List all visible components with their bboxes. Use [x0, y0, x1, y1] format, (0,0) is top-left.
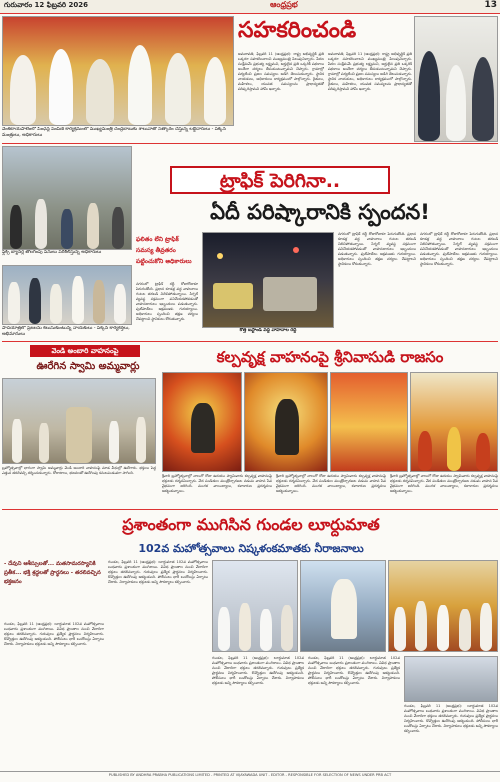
imprint-footer: PUBLISHED BY ANDHRA PRABHA PUBLICATIONS LIMITED - PRINTED AT VIJAYAWADA UNIT - EDITOR - RESPONSIBLE FOR SELECTION OF NEWS UNDER PRB ACT — [0, 771, 500, 782]
kalpa-body-2: శ్రీవారి బ్రహ్మోత్సవాల్లో నాలుగో రోజు ఉదయం స్వామివారు కల్పవృక్ష వాహనంపై భక్తులకు దర్శనమిచ్చారు. వేద పండితుల మంత్రోచ్చారణల నడుమ వాహన సేవ వైభవంగా జరిగింది. మంగళ వాయిద్యాలు, కళాకారుల ప్రదర్శనలు ఆకట్టుకున్నాయి. — [276, 474, 386, 493]
silver-tag: వెండి అంబారి వాహనంపై — [30, 345, 140, 357]
kalpa-body-3: శ్రీవారి బ్రహ్మోత్సవాల్లో నాలుగో రోజు ఉదయం స్వామివారు కల్పవృక్ష వాహనంపై భక్తులకు దర్శనమిచ్చారు. వేద పండితుల మంత్రోచ్చారణల నడుమ వాహన సేవ వైభవంగా జరిగింది. మంగళ వాయిద్యాలు, కళాకారుల ప్రదర్శనలు ఆకట్టుకున్నాయి. — [390, 474, 498, 493]
bottom-photo-1 — [212, 560, 298, 652]
bottom-photo-3 — [388, 560, 498, 652]
bottom-kicker: - దేవుని ఆశీస్సులతో... మతసామరస్యానికి ప్రతీక... భక్తి శ్రద్ధలతో ప్రార్థనలు - తరలివచ్చిన భక్తజనం — [4, 561, 101, 585]
kalpa-photo-3 — [330, 372, 408, 472]
traffic-photo — [202, 232, 334, 328]
bottom-body-4: గుండల, ఫిబ్రవరి 11 (ఆంధ్రప్రభ): లూర్దుమాత 102వ మహోత్సవాలు బుధవారం ప్రశాంతంగా ముగిశాయి. వివిధ ప్రాంతాల నుంచి వేలాదిగా భక్తులు తరలివచ్చారు. గురువులు ప్రత్యేక ప్రార్థనలు నిర్వహించారు. కొవ్వొత్తుల ఊరేగింపు ఆకట్టుకుంది. పోలీసులు భారీ బందోబస్తు ఏర్పాటు చేశారు. నిర్వాహకులు భక్తులకు అన్ని సౌకర్యాలు కల్పించారు. — [308, 656, 400, 685]
lead-photo — [2, 16, 234, 126]
dateline: గురువారం 12 ఫిబ్రవరి 2026 — [4, 1, 89, 9]
lead-body-col2: అమరావతి, ఫిబ్రవరి 11 (ఆంధ్రప్రభ): రాష్ట్ర అభివృద్ధికి ప్రతి ఒక్కరూ సహకరించాలని ముఖ్యమంత్రి పిలుపునిచ్చారు. పేదల సంక్షేమమే ప్రభుత్వ లక్ష్యమని, అర్హులైన ప్రతి ఒక్కరికీ పథకాలు అందేలా చర్యలు తీసుకుంటున్నామని చెప్పారు. గ్రామాల్లో పర్యటించి ప్రజల సమస్యలు అడిగి తెలుసుకున్నారు. స్థానిక నాయకులు, అధికారులు కార్యక్రమంలో పాల్గొన్నారు. రైతులు, మహిళలు, యువత సమస్యలను ప్రాధాన్యతతో పరిష్కరిస్తామని హామీ ఇచ్చారు. — [328, 52, 412, 91]
bottom-photo-2 — [300, 560, 386, 652]
bottom-body-2: గుండల, ఫిబ్రవరి 11 (ఆంధ్రప్రభ): లూర్దుమాత 102వ మహోత్సవాలు బుధవారం ప్రశాంతంగా ముగిశాయి. వివిధ ప్రాంతాల నుంచి వేలాదిగా భక్తులు తరలివచ్చారు. గురువులు ప్రత్యేక ప్రార్థనలు నిర్వహించారు. కొవ్వొత్తుల ఊరేగింపు ఆకట్టుకుంది. పోలీసులు భారీ బందోబస్తు ఏర్పాటు చేశారు. నిర్వాహకులు భక్తులకు అన్ని సౌకర్యాలు కల్పించారు. — [108, 560, 208, 584]
divider-1 — [2, 143, 498, 144]
left-photo-1 — [2, 146, 132, 250]
silver-headline: ఊరేగిన స్వామి అమ్మవార్లు — [36, 361, 140, 372]
kalpa-photo-1 — [162, 372, 242, 472]
bottom-body-5: గుండల, ఫిబ్రవరి 11 (ఆంధ్రప్రభ): లూర్దుమాత 102వ మహోత్సవాలు బుధవారం ప్రశాంతంగా ముగిశాయి. వివిధ ప్రాంతాల నుంచి వేలాదిగా భక్తులు తరలివచ్చారు. గురువులు ప్రత్యేక ప్రార్థనలు నిర్వహించారు. కొవ్వొత్తుల ఊరేగింపు ఆకట్టుకుంది. పోలీసులు భారీ బందోబస్తు ఏర్పాటు చేశారు. నిర్వాహకులు భక్తులకు అన్ని సౌకర్యాలు కల్పించారు. — [404, 704, 498, 733]
left-photo-2 — [2, 265, 132, 325]
silver-body: బ్రహ్మోత్సవాల్లో భాగంగా స్వామి అమ్మవార్లు వెండి అంబారి వాహనంపై మాడ వీధుల్లో ఊరేగారు. భక్తులు పెద్ద ఎత్తున తరలివచ్చి దర్శించుకున్నారు. కోలాటాలు, భజనలతో ఊరేగింపు కనులపండువగా సాగింది. — [2, 466, 156, 475]
bottom-subhead: 102వ మహోత్సవాలు నిష్కళంకమాతకు నీరాజనాలు — [138, 542, 364, 555]
lead-photo-caption: వెంకటాయపాలెంలో పింఛన్ల పంపిణీ కార్యక్రమంలో ముఖ్యమంత్రి చంద్రబాబుకు శాలువాతో సత్కారం చేస్తున్న లబ్దిదారులు - పక్కన మంత్రులు, అధికారులు — [2, 127, 226, 138]
traffic-body-1: నగరంలో ట్రాఫిక్ రద్దీ రోజురోజుకూ పెరుగుతోంది. ప్రధాన కూడళ్ల వద్ద వాహనాలు గంటల తరబడి నిలిచిపోతున్నాయి. సిగ్నల్ వ్యవస్థ సక్రమంగా పనిచేయకపోవడంతో వాహనదారులు ఇబ్బందులు పడుతున్నారు. ఫుట్‌పాత్‌లు ఆక్రమణకు గురయ్యాయి. అధికారులు స్పందించి తక్షణ చర్యలు చేపట్టాలని స్థానికులు కోరుతున్నారు. — [136, 282, 198, 321]
bottom-photo-4 — [404, 656, 498, 702]
masthead: ఆంధ్రప్రభ — [270, 0, 298, 9]
lead-body-col1: అమరావతి, ఫిబ్రవరి 11 (ఆంధ్రప్రభ): రాష్ట్ర అభివృద్ధికి ప్రతి ఒక్కరూ సహకరించాలని ముఖ్యమంత్రి పిలుపునిచ్చారు. పేదల సంక్షేమమే ప్రభుత్వ లక్ష్యమని, అర్హులైన ప్రతి ఒక్కరికీ పథకాలు అందేలా చర్యలు తీసుకుంటున్నామని చెప్పారు. గ్రామాల్లో పర్యటించి ప్రజల సమస్యలు అడిగి తెలుసుకున్నారు. స్థానిక నాయకులు, అధికారులు కార్యక్రమంలో పాల్గొన్నారు. రైతులు, మహిళలు, యువత సమస్యలను ప్రాధాన్యతతో పరిష్కరిస్తామని హామీ ఇచ్చారు. — [238, 52, 324, 91]
silver-photo — [2, 378, 156, 464]
traffic-photo-caption: కొత్త బస్టాండ్ వద్ద వాహనాల రద్దీ — [239, 328, 297, 333]
left-photo-1-caption: ఫ్లెక్సీ బ్యానర్ల తొలగింపు పనులు పరిశీలిస్తున్న అధికారులు — [2, 250, 102, 255]
left-photo-2-caption: పాదయాత్రలో ప్రజలను కలుసుకుంటున్న నాయకులు - పక్కన కార్యకర్తలు, అభిమానులు — [2, 326, 130, 337]
right-photo — [414, 16, 498, 142]
kalpa-photo-4 — [410, 372, 498, 472]
traffic-body-2: నగరంలో ట్రాఫిక్ రద్దీ రోజురోజుకూ పెరుగుతోంది. ప్రధాన కూడళ్ల వద్ద వాహనాలు గంటల తరబడి నిలిచిపోతున్నాయి. సిగ్నల్ వ్యవస్థ సక్రమంగా పనిచేయకపోవడంతో వాహనదారులు ఇబ్బందులు పడుతున్నారు. ఫుట్‌పాత్‌లు ఆక్రమణకు గురయ్యాయి. అధికారులు స్పందించి తక్షణ చర్యలు చేపట్టాలని స్థానికులు కోరుతున్నారు. — [338, 232, 416, 266]
traffic-headline-2: ఏదీ పరిష్కారానికి స్పందన! — [210, 200, 430, 224]
kalpa-body-1: శ్రీవారి బ్రహ్మోత్సవాల్లో నాలుగో రోజు ఉదయం స్వామివారు కల్పవృక్ష వాహనంపై భక్తులకు దర్శనమిచ్చారు. వేద పండితుల మంత్రోచ్చారణల నడుమ వాహన సేవ వైభవంగా జరిగింది. మంగళ వాయిద్యాలు, కళాకారుల ప్రదర్శనలు ఆకట్టుకున్నాయి. — [162, 474, 272, 493]
kalpa-headline: కల్పవృక్ష వాహనంపై శ్రీనివాసుడి రాజసం — [216, 348, 444, 366]
lead-headline: సహకరించండి — [238, 18, 357, 43]
traffic-body-3: నగరంలో ట్రాఫిక్ రద్దీ రోజురోజుకూ పెరుగుతోంది. ప్రధాన కూడళ్ల వద్ద వాహనాలు గంటల తరబడి నిలిచిపోతున్నాయి. సిగ్నల్ వ్యవస్థ సక్రమంగా పనిచేయకపోవడంతో వాహనదారులు ఇబ్బందులు పడుతున్నారు. ఫుట్‌పాత్‌లు ఆక్రమణకు గురయ్యాయి. అధికారులు స్పందించి తక్షణ చర్యలు చేపట్టాలని స్థానికులు కోరుతున్నారు. — [420, 232, 498, 266]
kalpa-photo-2 — [244, 372, 328, 472]
divider-3 — [2, 509, 498, 510]
divider-2 — [2, 341, 498, 342]
traffic-kicker: ఫలితం లేని ట్రాఫిక్ సమస్య తీవ్రతరం పట్టించుకోని అధికారులు — [136, 236, 192, 265]
traffic-headline-1: ట్రాఫిక్ పెరిగినా.. — [170, 166, 390, 194]
bottom-body-1: గుండల, ఫిబ్రవరి 11 (ఆంధ్రప్రభ): లూర్దుమాత 102వ మహోత్సవాలు బుధవారం ప్రశాంతంగా ముగిశాయి. వివిధ ప్రాంతాల నుంచి వేలాదిగా భక్తులు తరలివచ్చారు. గురువులు ప్రత్యేక ప్రార్థనలు నిర్వహించారు. కొవ్వొత్తుల ఊరేగింపు ఆకట్టుకుంది. పోలీసులు భారీ బందోబస్తు ఏర్పాటు చేశారు. నిర్వాహకులు భక్తులకు అన్ని సౌకర్యాలు కల్పించారు. — [4, 622, 104, 646]
page-number: 13 — [484, 0, 497, 10]
bottom-headline: ప్రశాంతంగా ముగిసిన గుండల లూర్దుమాత — [122, 515, 380, 534]
bottom-body-3: గుండల, ఫిబ్రవరి 11 (ఆంధ్రప్రభ): లూర్దుమాత 102వ మహోత్సవాలు బుధవారం ప్రశాంతంగా ముగిశాయి. వివిధ ప్రాంతాల నుంచి వేలాదిగా భక్తులు తరలివచ్చారు. గురువులు ప్రత్యేక ప్రార్థనలు నిర్వహించారు. కొవ్వొత్తుల ఊరేగింపు ఆకట్టుకుంది. పోలీసులు భారీ బందోబస్తు ఏర్పాటు చేశారు. నిర్వాహకులు భక్తులకు అన్ని సౌకర్యాలు కల్పించారు. — [212, 656, 304, 685]
